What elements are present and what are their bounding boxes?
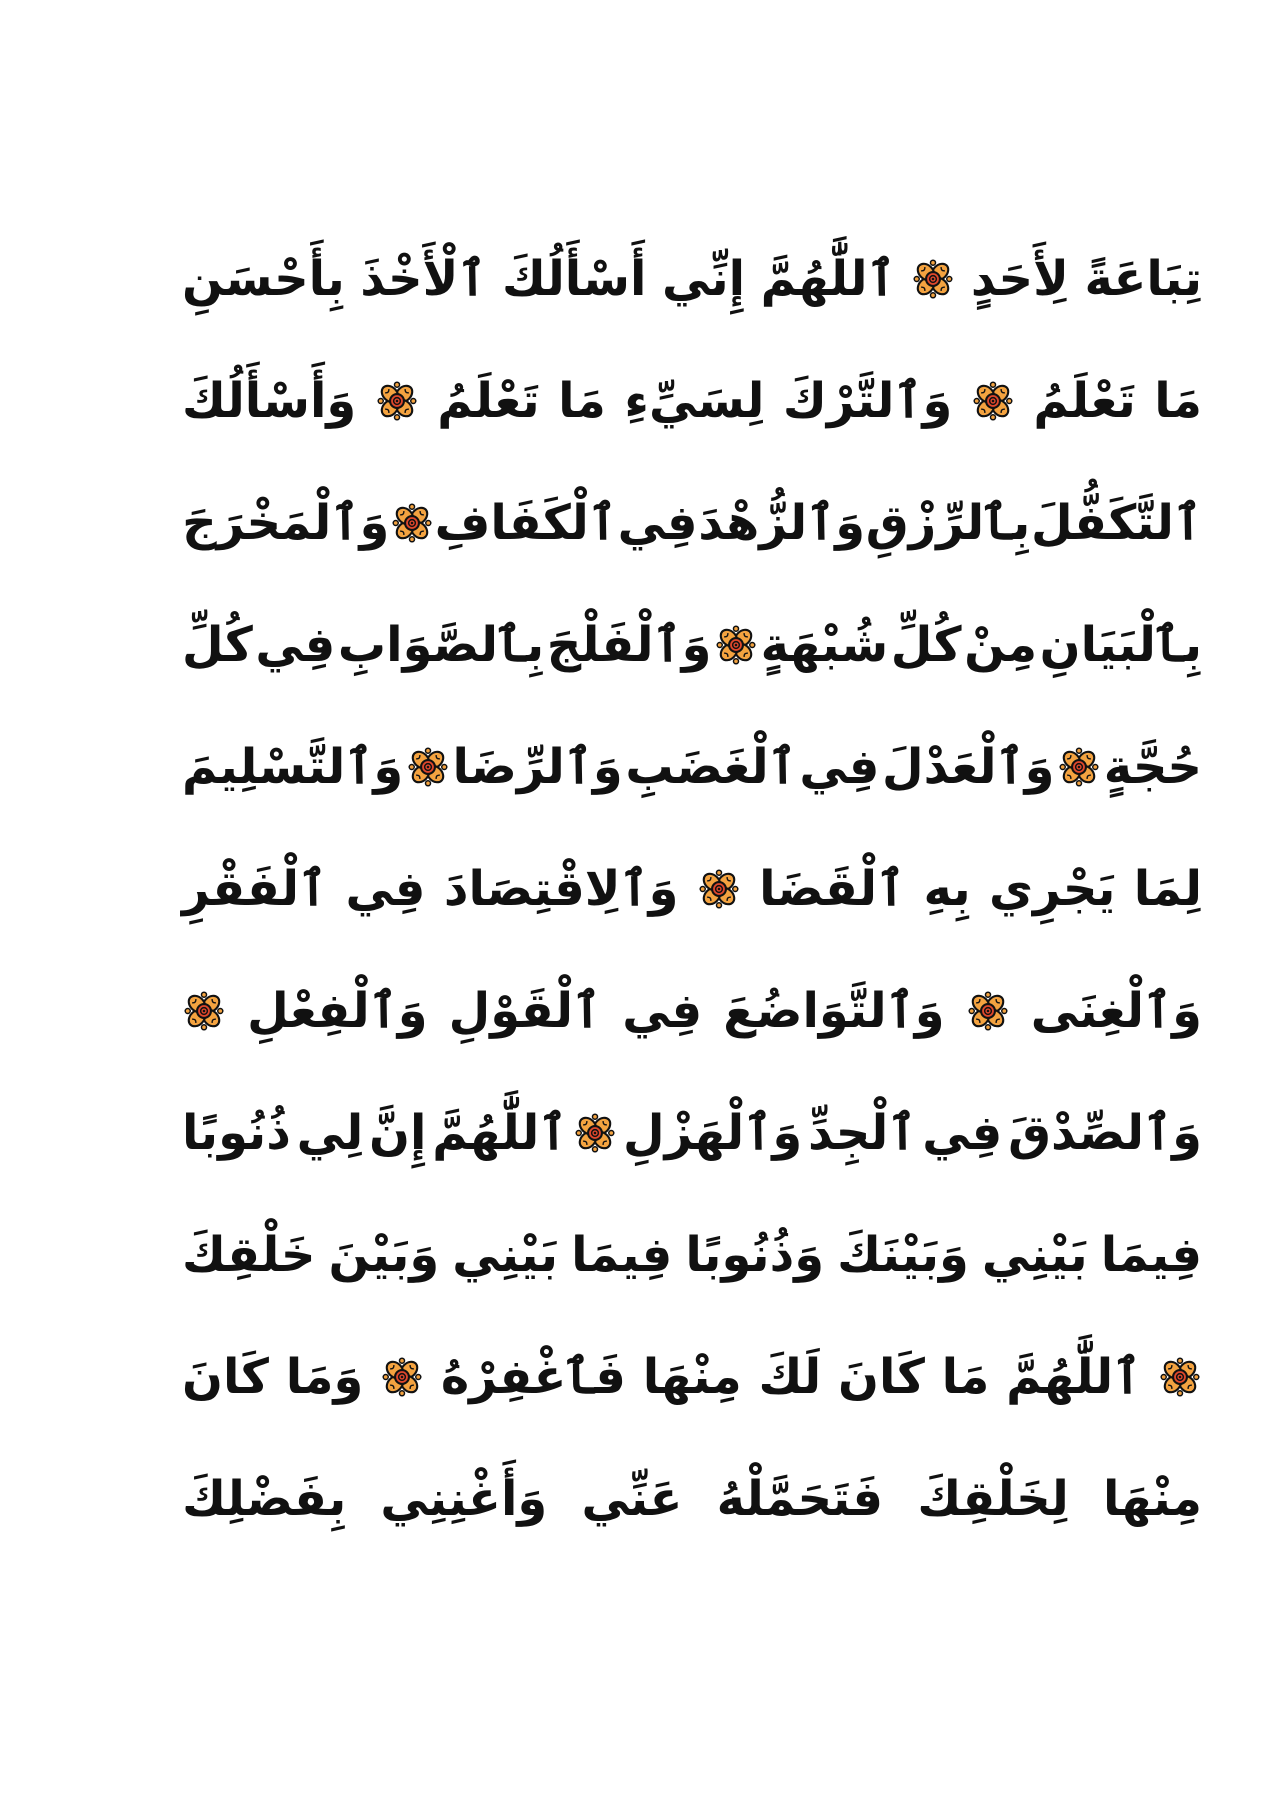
word: عَنِّي (581, 1470, 683, 1527)
word: ٱللَّٰهُمَّ (760, 250, 896, 307)
word: مَا (941, 1348, 990, 1405)
word: وَٱلْهَزْلِ (622, 1104, 803, 1161)
word: لِخَلْقِكَ (917, 1470, 1069, 1527)
word: مِنْهَا (642, 1348, 742, 1405)
word: بِهِ (923, 860, 971, 917)
flower-ornament-icon (697, 867, 741, 911)
word: فِي (922, 1104, 1003, 1161)
word: فِي (255, 616, 336, 673)
word: تِبَاعَةً (1084, 250, 1202, 307)
word: ٱلْكَفَافِ (434, 494, 617, 551)
flower-ornament-icon (182, 989, 226, 1033)
flower-ornament-icon (380, 1355, 424, 1399)
word: وَٱلْفِعْلِ (247, 982, 428, 1039)
word: وَمَا (285, 1348, 364, 1405)
word: كَانَ (837, 1348, 925, 1405)
word: لِسَيِّءِ (624, 372, 765, 429)
word: ٱللَّٰهُمَّ (1006, 1348, 1142, 1405)
word: فَٱغْفِرْهُ (440, 1348, 626, 1405)
word: مِنْهَا (1102, 1470, 1202, 1527)
word: وَٱلرِّضَا (452, 738, 623, 795)
word: ٱلْأَخْذَ (360, 250, 487, 307)
word: لِمَا (1133, 860, 1202, 917)
word: وَٱلْفَلْجَ (546, 616, 712, 673)
word: تَعْلَمُ (437, 372, 540, 429)
text-line (182, 706, 1202, 828)
word: بِفَضْلِكَ (182, 1470, 347, 1527)
flower-ornament-icon (390, 501, 434, 545)
word: إِنَّ (369, 1104, 427, 1161)
text-line (182, 1194, 1202, 1316)
word: يَجْرِي (988, 860, 1116, 917)
flower-ornament-icon (406, 745, 450, 789)
word: بَيْنِي (981, 1226, 1088, 1283)
word: وَأَسْأَلُكَ (182, 372, 357, 429)
word: وَٱلِاقْتِصَادَ (443, 860, 679, 917)
word: خَلْقِكَ (182, 1226, 316, 1283)
flower-ornament-icon (375, 379, 419, 423)
word: لَكَ (758, 1348, 822, 1405)
word: كَانَ (182, 1348, 269, 1405)
word: بِٱلْبَيَانِ (1039, 616, 1202, 673)
word: فِي (799, 738, 880, 795)
text-line (182, 584, 1202, 706)
word: ٱللَّٰهُمَّ (432, 1104, 568, 1161)
word: بِٱلرِّزْقِ (865, 494, 1031, 551)
word: ٱلْفَقْرِ (182, 860, 328, 917)
flower-ornament-icon (966, 989, 1010, 1033)
word: حُجَّةٍ (1103, 738, 1202, 795)
text-line (182, 950, 1202, 1072)
word: ٱلْغَضَبِ (625, 738, 797, 795)
text-line (182, 1438, 1202, 1560)
word: وَٱلْغِنَى (1030, 982, 1202, 1039)
prayer-text-block (182, 218, 1202, 1560)
word: فِي (345, 860, 426, 917)
word: كُلِّ (890, 616, 962, 673)
text-line (182, 340, 1202, 462)
word: وَٱلتَّوَاضُعَ (723, 982, 945, 1039)
word: وَٱلْعَدْلَ (882, 738, 1055, 795)
word: وَٱلزُّهْدَ (698, 494, 866, 551)
word: مَا (558, 372, 606, 429)
flower-ornament-icon (911, 257, 955, 301)
word: ٱلْجِدِّ (807, 1104, 917, 1161)
text-line (182, 462, 1202, 584)
word: مِنْ (964, 616, 1038, 673)
word: بِأَحْسَنِ (182, 250, 345, 307)
word: وَٱلتَّرْكَ (782, 372, 953, 429)
word: فِيمَا (571, 1226, 673, 1283)
flower-ornament-icon (1158, 1355, 1202, 1399)
word: ٱلتَّكَفُّلَ (1030, 494, 1202, 551)
word: ٱلْقَوْلِ (448, 982, 602, 1039)
word: مَا (1154, 372, 1202, 429)
flower-ornament-icon (573, 1111, 617, 1155)
word: تَعْلَمُ (1033, 372, 1136, 429)
text-line (182, 1316, 1202, 1438)
word: وَبَيْنَ (328, 1226, 440, 1283)
text-line (182, 1072, 1202, 1194)
flower-ornament-icon (714, 623, 758, 667)
word: فِي (622, 982, 703, 1039)
word: فَتَحَمَّلْهُ (716, 1470, 884, 1527)
flower-ornament-icon (1057, 745, 1101, 789)
word: أَسْأَلُكَ (502, 250, 647, 307)
word: إِنِّي (662, 250, 746, 307)
word: لِي (296, 1104, 364, 1161)
word: وَٱلصِّدْقَ (1008, 1104, 1202, 1161)
word: فِيمَا (1100, 1226, 1202, 1283)
word: فِي (617, 494, 698, 551)
word: وَبَيْنَكَ (837, 1226, 969, 1283)
word: بِٱلصَّوَابِ (337, 616, 545, 673)
word: ذُنُوبًا (182, 1104, 291, 1161)
word: شُبْهَةٍ (760, 616, 889, 673)
word: لِأَحَدٍ (970, 250, 1069, 307)
word: وَٱلتَّسْلِيمَ (182, 738, 404, 795)
text-line (182, 828, 1202, 950)
word: وَأَغْنِنِي (380, 1470, 548, 1527)
word: ٱلْقَضَا (759, 860, 906, 917)
word: كُلِّ (182, 616, 253, 673)
word: وَذُنُوبًا (685, 1226, 825, 1283)
flower-ornament-icon (971, 379, 1015, 423)
text-line (182, 218, 1202, 340)
word: بَيْنِي (452, 1226, 559, 1283)
word: وَٱلْمَخْرَجَ (182, 494, 390, 551)
